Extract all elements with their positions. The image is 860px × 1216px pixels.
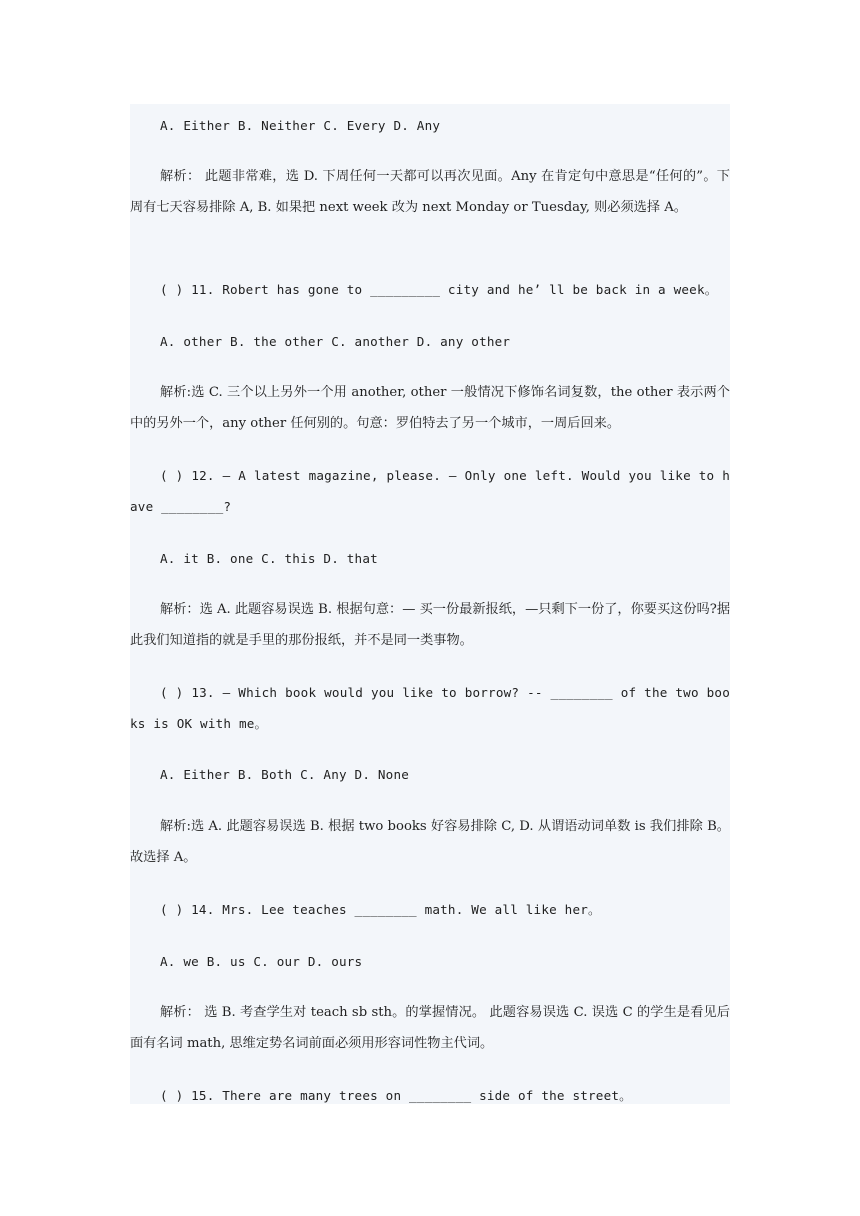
explanation-q14: 解析： 选 B. 考查学生对 teach sb sth。的掌握情况。 此题容易误选 C. 误选 C 的学生是看见后面有名词 math, 思维定势名词前面必须用形容词性物主代词。 bbox=[130, 1005, 730, 1051]
question-15: ( ) 15. There are many trees on ________ side of the street。 bbox=[160, 1088, 632, 1103]
options-q13: A. Either B. Both C. Any D. None bbox=[160, 767, 410, 782]
options-q10: A. Either B. Neither C. Every D. Any bbox=[160, 118, 441, 133]
explanation-q12: 解析：选 A. 此题容易误选 B. 根据句意：— 买一份最新报纸，—只剩下一份了，你要买这份吗?据此我们知道指的就是手里的那份报纸，并不是同一类事物。 bbox=[130, 602, 730, 648]
question-11: ( ) 11. Robert has gone to _________ city and he’ ll be back in a week。 bbox=[160, 282, 718, 297]
explanation-q10: 解析： 此题非常难，选 D. 下周任何一天都可以再次见面。Any 在肯定句中意思是“任何的”。下周有七天容易排除 A, B. 如果把 next week 改为 next Monday or Tuesday, 则必须选择 A。 bbox=[130, 169, 730, 215]
question-13: ( ) 13. – Which book would you like to borrow? -- ________ of the two books is OK with me。 bbox=[130, 685, 730, 731]
options-q12: A. it B. one C. this D. that bbox=[160, 551, 378, 566]
options-q14: A. we B. us C. our D. ours bbox=[160, 954, 363, 969]
document-page bbox=[130, 104, 730, 1104]
options-q11: A. other B. the other C. another D. any other bbox=[160, 334, 511, 349]
explanation-q13: 解析:选 A. 此题容易误选 B. 根据 two books 好容易排除 C, D. 从谓语动词单数 is 我们排除 B。故选择 A。 bbox=[130, 819, 730, 865]
explanation-q11: 解析:选 C. 三个以上另外一个用 another, other 一般情况下修饰名词复数，the other 表示两个中的另外一个，any other 任何别的。句意：罗伯特去了另一个城市，一周后回来。 bbox=[130, 385, 730, 431]
question-12: ( ) 12. – A latest magazine, please. – Only one left. Would you like to have ________? bbox=[130, 468, 730, 514]
question-14: ( ) 14. Mrs. Lee teaches ________ math. We all like her。 bbox=[160, 902, 601, 917]
